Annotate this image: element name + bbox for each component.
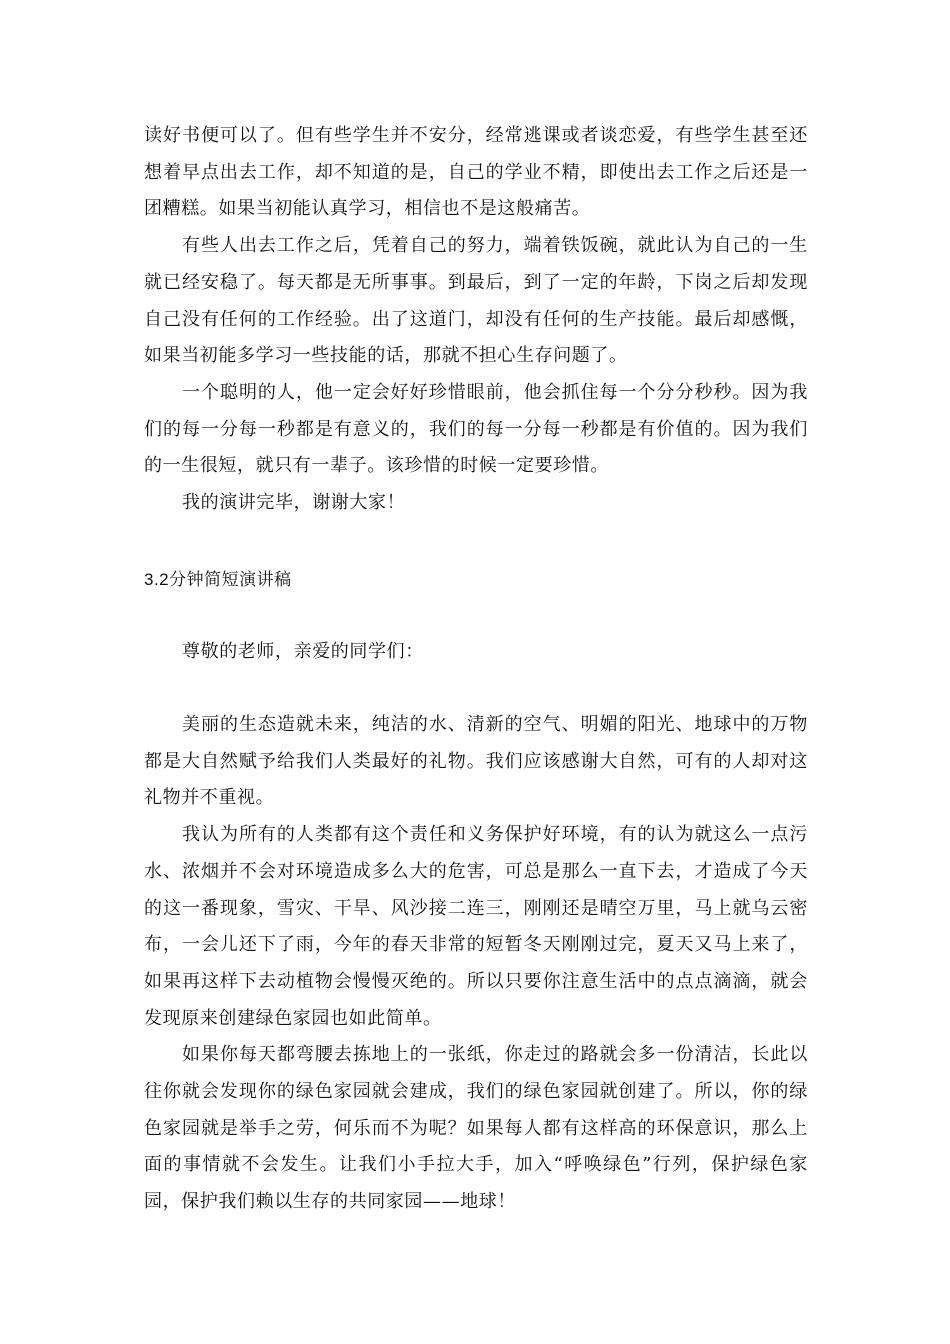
paragraph: 美丽的生态造就未来，纯洁的水、清新的空气、明媚的阳光、地球中的万物都是大自然赋予给我们人类最好的礼物。我们应该感谢大自然，可有的人却对这礼物并不重视。 (144, 714, 808, 809)
paragraph: 一个聪明的人，他一定会好好珍惜眼前，他会抓住每一个分分秒秒。因为我们的每一分每一秒都是有意义的，我们的每一分每一秒都是有价值的。因为我们的一生很短，就只有一辈子。该珍惜的时候一定要珍惜。 (144, 381, 808, 477)
closing-line: 我的演讲完毕，谢谢大家！ (182, 492, 406, 514)
paragraph: 有些人出去工作之后，凭着自己的努力，端着铁饭碗，就此认为自己的一生就已经安稳了。每天都是无所事事。到最后，到了一定的年龄，下岗之后却发现自己没有任何的工作经验。出了这道门，却没有任何的生产技能。最后却感慨，如果当初能多学习一些技能的话，那就不担心生存问题了。 (144, 235, 808, 367)
paragraph: 我认为所有的人类都有这个责任和义务保护好环境，有的认为就这么一点污水、浓烟并不会对环境造成多么大的危害，可总是那么一直下去，才造成了今天的这一番现象，雪灾、干旱、风沙接二连三，刚刚还是晴空万里，马上就乌云密布，一会儿还下了雨，今年的春天非常的短暂冬天刚刚过完，夏天又马上来了，如果再这样下去动植物会慢慢灭绝的。所以只要你注意生活中的点点滴滴，就会发现原来创建绿色家园也如此简单。 (144, 824, 808, 1029)
body-text-bottom (144, 707, 808, 1221)
body-text-top (144, 118, 808, 522)
greeting: 尊敬的老师，亲爱的同学们： (182, 641, 424, 662)
paragraph: 如果你每天都弯腰去拣地上的一张纸，你走过的路就会多一份清洁，长此以往你就会发现你的绿色家园就会建成，我们的绿色家园就创建了。所以，你的绿色家园就是举手之劳，何乐而不为呢？如果每人都有这样高的环保意识，那么上面的事情就不会发生。让我们小手拉大手，加入“呼唤绿色”行列，保护绿色家园，保护我们赖以生存的共同家园——地球！ (144, 1044, 808, 1213)
section-heading: 3.2分钟简短演讲稿 (144, 570, 292, 589)
paragraph-continued: 读好书便可以了。但有些学生并不安分，经常逃课或者谈恋爱，有些学生甚至还想着早点出去工作，却不知道的是，自己的学业不精，即使出去工作之后还是一团糟糕。如果当初能认真学习，相信也不是这般痛苦。 (144, 125, 808, 220)
